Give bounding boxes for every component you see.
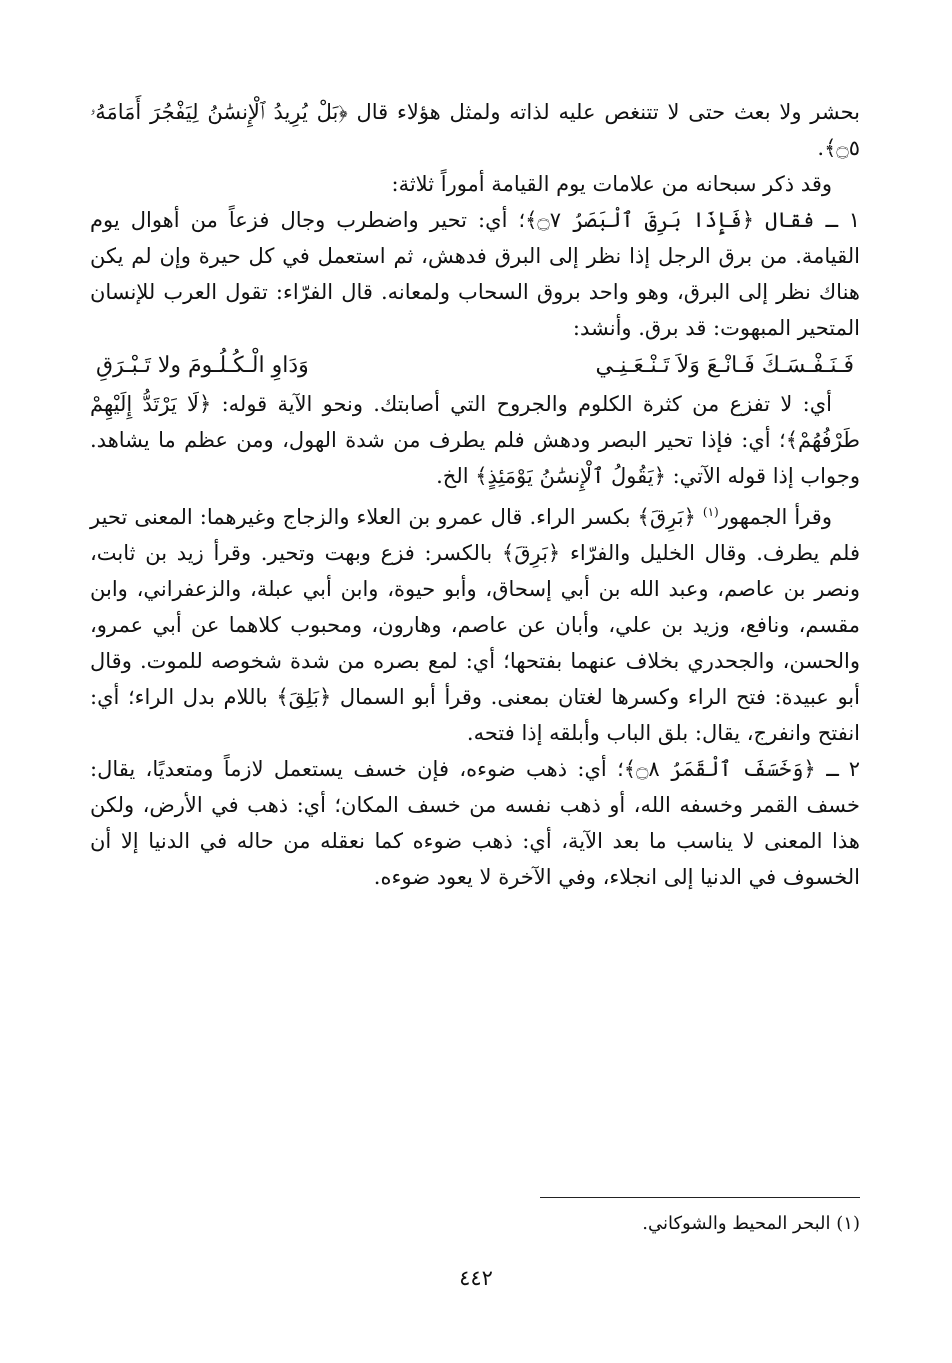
paragraph-4: أي: لا تفزع من كثرة الكلوم والجروح التي أصابتك. ونحو الآية قوله: ﴿لَا يَرْتَدُّ إِلَيْهِمْ طَرْفُهُمْ﴾؛ أي: فإذا تحير البصر ودهش فلم يطرف من شدة الهول، ومن عظم ما يشاهد. وجواب إذا قوله الآتي: ﴿يَقُولُ ٱلْإِنسَٰنُ يَوْمَئِذٍ﴾ الخ. <box>90 392 860 488</box>
paragraph-3: ١ ـ فقال ﴿فَإِذَا بَرِقَ ٱلْبَصَرُ ۝٧﴾؛ أي: تحير واضطرب وجال فزعاً من أهوال يوم القيامة. من برق الرجل إذا نظر إلى البرق فدهش، ثم استعمل في كل حيرة وإن لم يكن هناك نظر إلى البرق، وهو واحد بروق السحاب ولمعانه. قال الفرّاء: تقول العرب للإنسان المتحير المبهوت: قد برق. وأنشد: <box>90 208 860 340</box>
paragraph-2: وقد ذكر سبحانه من علامات يوم القيامة أموراً ثلاثة: <box>391 172 832 196</box>
paragraph-1: بحشر ولا بعث حتى لا تتنغص عليه لذاته ولمثل هؤلاء قال ﴿بَلْ يُرِيدُ ٱلْإِنسَٰنُ لِيَفْجُرَ أَمَامَهُۥ ۝٥﴾. <box>90 100 860 160</box>
page-number: ٤٤٢ <box>459 1266 493 1290</box>
poem-first-hemistich: فَـنَـفْـسَـكَ فَـانْـعَ وَلاَ تَـنْـعَـنِـي <box>595 353 854 378</box>
footnote-text: البحر المحيط والشوكاني. <box>642 1213 831 1234</box>
footnote <box>90 1210 860 1238</box>
paragraph-5-rest: ﴿بَرِقَ﴾ بكسر الراء. قال عمرو بن العلاء والزجاج وغيرهما: المعنى تحير فلم يطرف. وقال الخليل والفرّاء ﴿بَرِقَ﴾ بالكسر: فزع وبهت وتحير. وقرأ زيد بن ثابت، ونصر بن عاصم، وعبد الله بن أبي إسحاق، وأبو حيوة، وابن أبي عبلة، والزعفراني، وابن مقسم، ونافع، وزيد بن علي، وأبان عن عاصم، وهارون، ومحبوب كلاهما عن أبي عمرو، والحسن، والجحدري بخلاف عنهما بفتحها؛ أي: لمع بصره من شدة شخوصه للموت. وقال أبو عبيدة: فتح الراء وكسرها لغتان بمعنى. وقرأ أبو السمال ﴿بَلِقَ﴾ باللام بدل الراء؛ أي: انفتح وانفرج، يقال: بلق الباب وأبلقه إذا فتحه. <box>90 505 860 745</box>
paragraph-5 <box>90 494 860 751</box>
poem-second-hemistich: وَدَاوِ الْـكُـلُـومَ ولا تَـبْـرَقِ <box>96 353 309 378</box>
footnote-number: (١) <box>836 1213 860 1234</box>
footnote-marker: (١) <box>702 505 719 519</box>
paragraph-6: ٢ ـ ﴿وَخَسَفَ ٱلْقَمَرُ ۝٨﴾؛ أي: ذهب ضوءه، فإن خسف يستعمل لازماً ومتعديًا، يقال: خسف القمر وخسفه الله، أو ذهب نفسه من خسف المكان؛ أي: ذهب في الأرض، ولكن هذا المعنى لا يناسب ما بعد الآية، أي: ذهب ضوءه كما نعقله من حاله في الدنيا إلا أن الخسوف في الدنيا إلى انجلاء، وفي الآخرة لا يعود ضوءه. <box>90 757 861 889</box>
footnote-divider <box>540 1197 860 1198</box>
poem-verse <box>90 348 860 384</box>
paragraph-5-start: وقرأ الجمهور <box>718 505 832 529</box>
main-text <box>90 94 860 895</box>
